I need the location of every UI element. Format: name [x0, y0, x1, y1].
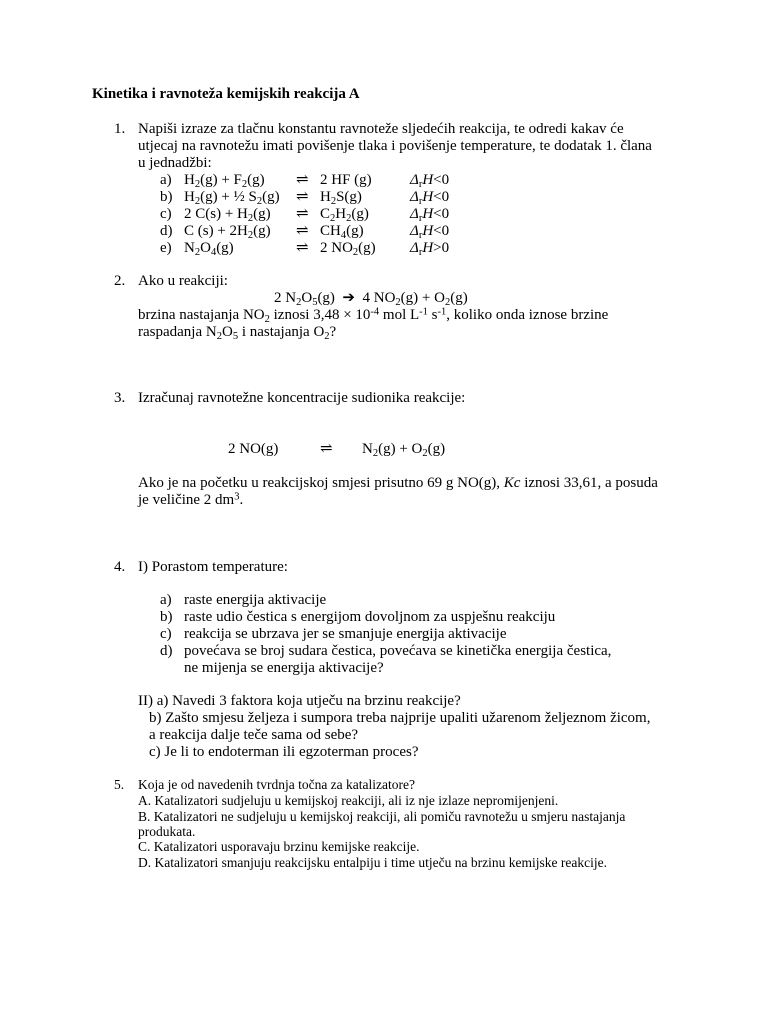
reaction-products: $C_2H_2(g)$ [320, 206, 369, 225]
equilibrium-arrow-icon: ⇌ [296, 206, 309, 222]
question-text: Ako je na početku u reakcijskoj smjesi prisutno 69 g NO(g), Kc iznosi 33,61, a posuda [138, 475, 658, 491]
reaction-equation: 2 $N_2O_5(g)$ ➔ 4 $NO_2(g) + O_2(g)$ [274, 290, 468, 309]
equilibrium-arrow-icon: ⇌ [320, 441, 333, 457]
reaction-enthalpy: $\Delta_rH<0$ [410, 206, 450, 225]
option-text: reakcija se ubrzava jer se smanjuje energija aktivacije [184, 626, 507, 642]
reaction-reactants: $H_2(g) + F_2(g)$ [184, 172, 265, 191]
reaction-products: 2 $NO_2(g)$ [320, 240, 376, 259]
reaction-label: b) [160, 189, 173, 205]
answer-option: B. Katalizatori ne sudjeluju u kemijskoj reakciji, ali pomiču ravnotežu u smjeru nastajanja [138, 809, 626, 824]
question-text: Izračunaj ravnotežne koncentracije sudionika reakcije: [138, 390, 466, 406]
question-text: raspadanja $N_2O_5$ i nastajanja $O_2$? [138, 324, 337, 343]
equilibrium-arrow-icon: ⇌ [296, 223, 309, 239]
question-number: 2. [114, 273, 126, 289]
answer-option: D. Katalizatori smanjuju reakcijsku entalpiju i time utječu na brzinu kemijske reakcije. [138, 855, 607, 870]
reaction-enthalpy: $\Delta_rH<0$ [410, 223, 450, 242]
question-text: Ako u reakciji: [138, 273, 228, 289]
question-text: c) Je li to endoterman ili egzoterman proces? [149, 744, 419, 760]
question-text: utjecaj na ravnotežu imati povišenje tlaka i povišenje temperature, te dodatak 1. člana [138, 138, 652, 154]
question-text: Napiši izraze za tlačnu konstantu ravnoteže sljedećih reakcija, te odredi kakav će [138, 121, 624, 137]
reaction-reactants: C $(s) + 2H_2(g)$ [184, 223, 271, 242]
reaction-enthalpy: $\Delta_rH<0$ [410, 189, 450, 208]
question-text: brzina nastajanja $NO_2$ iznosi $3,48 \times 10^{-4}$ mol $L^{-1}$ $s^{-1}$, koliko onda iznose brzine [138, 306, 609, 326]
option-text: raste energija aktivacije [184, 592, 327, 608]
question-text: a reakcija dalje teče sama od sebe? [149, 727, 359, 743]
question-text: b) Zašto smjesu željeza i sumpora treba najprije upaliti užarenom željeznom žicom, [149, 710, 651, 726]
equilibrium-arrow-icon: ⇌ [296, 189, 309, 205]
question-text: u jednadžbi: [138, 155, 212, 171]
reaction-reactants: 2 NO(g) [228, 441, 279, 457]
reaction-reactants: $N_2O_4(g)$ [184, 240, 234, 259]
option-label: b) [160, 609, 173, 625]
question-text: II) a) Navedi 3 faktora koja utječu na brzinu reakcije? [138, 693, 461, 709]
reaction-label: d) [160, 223, 173, 239]
question-number: 5. [114, 777, 125, 792]
question-number: 3. [114, 390, 126, 406]
option-text: raste udio čestica s energijom dovoljnom za uspješnu reakciju [184, 609, 556, 625]
equilibrium-arrow-icon: ⇌ [296, 172, 309, 188]
option-label: c) [160, 626, 172, 642]
reaction-products: $N_2(g) + O_2(g)$ [362, 441, 446, 460]
equilibrium-arrow-icon: ⇌ [296, 240, 309, 256]
question-part-title: I) Porastom temperature: [138, 559, 288, 575]
reaction-products: $CH_4(g)$ [320, 223, 364, 242]
reaction-reactants: 2 $C(s) + H_2(g)$ [184, 206, 271, 225]
reaction-label: c) [160, 206, 172, 222]
option-label: d) [160, 643, 173, 659]
reaction-reactants: $H_2(g)$ + ½ $S_2(g)$ [184, 189, 280, 208]
reaction-enthalpy: $\Delta_rH<0$ [410, 172, 450, 191]
answer-option: produkata. [138, 824, 196, 839]
reaction-label: a) [160, 172, 172, 188]
answer-option: A. Katalizatori sudjeluju u kemijskoj reakciji, ali iz nje izlaze nepromijenjeni. [138, 793, 559, 808]
question-number: 1. [114, 121, 126, 137]
reaction-label: e) [160, 240, 172, 256]
answer-option: C. Katalizatori usporavaju brzinu kemijske reakcije. [138, 839, 420, 854]
question-text: je veličine 2 $dm^3$. [138, 491, 244, 508]
option-text: ne mijenja se energija aktivacije? [184, 660, 384, 676]
reaction-products: $H_2S(g)$ [320, 189, 362, 208]
question-number: 4. [114, 559, 126, 575]
reaction-enthalpy: $\Delta_rH>0$ [410, 240, 450, 259]
question-text: Koja je od navedenih tvrdnja točna za katalizatore? [138, 777, 415, 792]
reaction-products: 2 HF (g) [320, 172, 372, 188]
document-title: Kinetika i ravnoteža kemijskih reakcija A [92, 86, 360, 102]
option-text: povećava se broj sudara čestica, povećava se kinetička energija čestica, [184, 643, 612, 659]
option-label: a) [160, 592, 172, 608]
